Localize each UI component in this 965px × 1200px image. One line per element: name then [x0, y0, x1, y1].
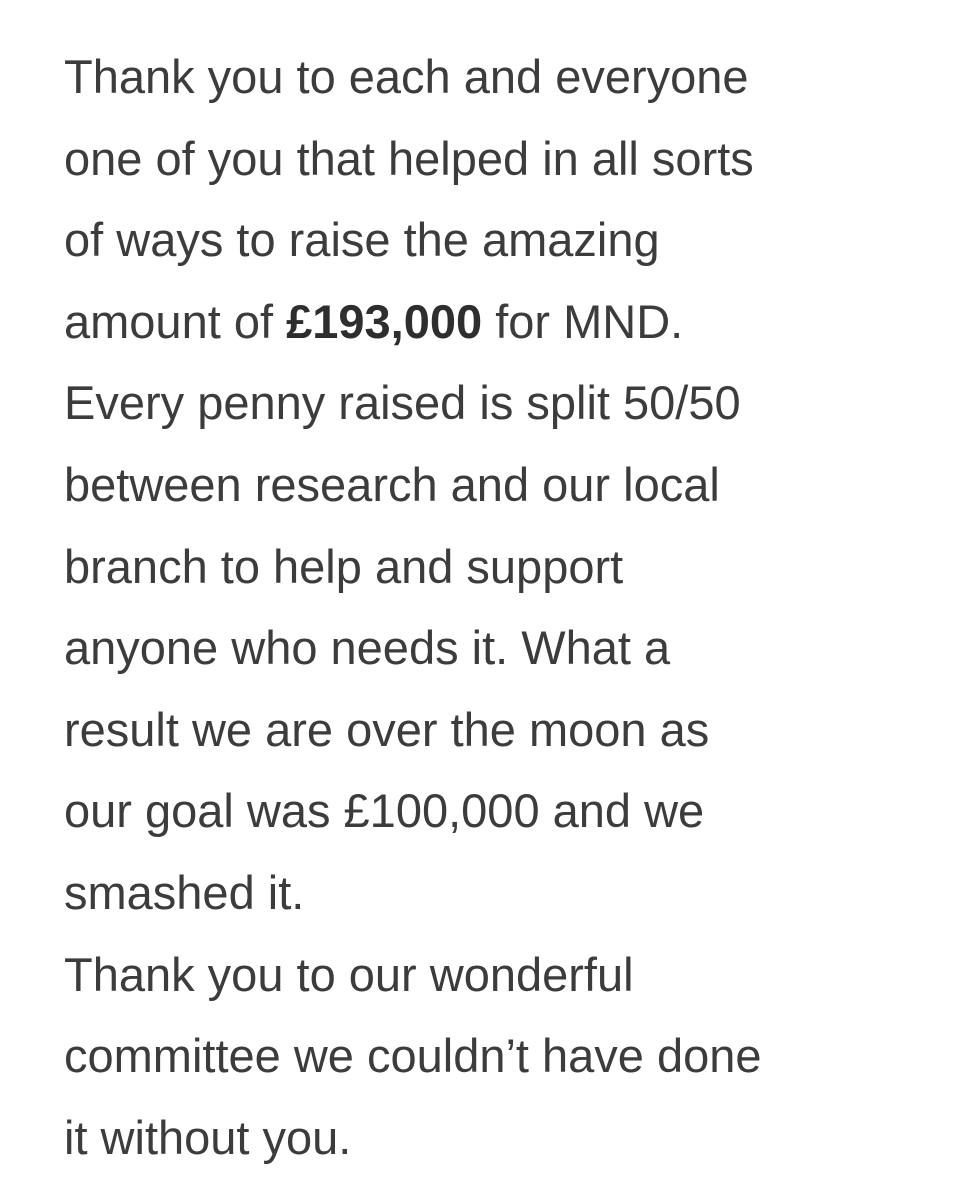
text-line: between research and our local	[64, 457, 720, 511]
text-line: it without you.	[64, 1110, 352, 1164]
text-line: committee we couldn’t have done	[64, 1029, 762, 1083]
text-line: our goal was £100,000 and we	[64, 784, 705, 838]
text-line: anyone who needs it. What a	[64, 621, 671, 675]
text-line: result we are over the moon as	[64, 702, 710, 756]
note-text	[64, 36, 944, 1178]
text-run: amount of	[64, 294, 287, 348]
text-line: Thank you to each and everyone	[64, 50, 749, 103]
text-line: Every penny raised is split 50/50	[64, 376, 741, 430]
text-run: for MND.	[482, 294, 684, 348]
text-line: Thank you to our wonderful	[64, 947, 634, 1001]
total-raised-amount: £193,000	[286, 294, 483, 348]
text-line: of ways to raise the amazing	[64, 213, 660, 267]
text-line	[64, 281, 944, 363]
text-line: one of you that helped in all sorts	[64, 131, 754, 185]
text-line: branch to help and support	[64, 539, 624, 593]
text-line: smashed it.	[64, 865, 305, 919]
